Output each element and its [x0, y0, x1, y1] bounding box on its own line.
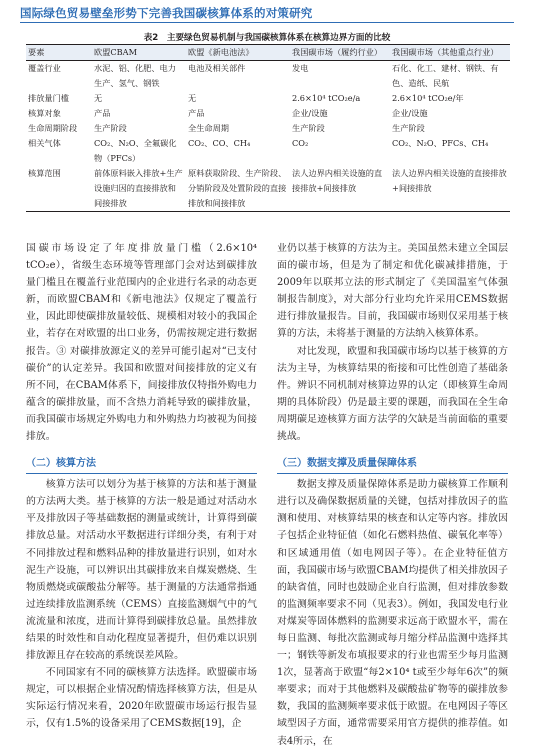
header-rule — [20, 22, 514, 23]
table-cell: 无 — [188, 93, 197, 103]
body-paragraph: 核算方法可以划分为基于核算的方法和基于测量的方法两大类。基于核算的方法一般是通过对活动水平及排放因子等基础数据的测量或统计，计算得到碳排放总量。对活动水平数据进行详细分类，有利于对不同排放过程和燃料品种的排放量进行识别，如对水泥生产设施，可以辨识出其碳排放来自煤炭燃烧、生物质燃烧或碳酸盐分解等。基于测量的方法通常指通过连续排放监测系统（CEMS）直接监测烟气中的气流流量和浓度，进而计算得到碳排放总量。虽然排放结果的时效性和自动化程度显著提升，但仍难以识别排放源且存在较高的系统误差风险。 — [26, 479, 257, 662]
table-cell: 2.6×10⁴ tCO₂e/a — [292, 93, 361, 103]
table-row — [26, 61, 510, 92]
table-cell: CO₂、CO、CH₄ — [188, 138, 251, 148]
table-cell: 产品 — [188, 108, 205, 118]
table-row — [26, 166, 510, 212]
running-title: 国际绿色贸易壁垒形势下完善我国碳核算体系的对策研究 — [20, 6, 313, 20]
table-header-cell: 我国碳市场（其他重点行业） — [390, 45, 510, 61]
body-paragraph: 国碳市场设定了年度排放量门槛（2.6×10⁴ tCO₂e），省级生态环境等管理部门会对达到碳排放量门槛且在覆盖行业范围内的企业进行名录的动态更新，而欧盟CBAM和《新电池法》仅规定了覆盖行业，因此即使碳排放量较低、规模相对较小的我国企业，若存在对欧盟的出口业务，仍需按规定进行数据报告。③ 对碳排放源定义的差异可能引起对“已支付碳价”的认定差异。我国和欧盟对间接排放的定义有所不同，在CBAM体系下，间接排放仅特指外购电力蕴含的碳排放量，而不含热力消耗导致的碳排放量，而我国碳市场规定外购电力和外购热力均被视为间接排放。 — [26, 243, 257, 443]
table-header-cell: 要素 — [26, 45, 92, 61]
section-heading: （二）核算方法 — [26, 455, 257, 474]
table-cell: 企业/设施 — [292, 108, 328, 118]
table-cell: 原料获取阶段、生产阶段、分销阶段及处置阶段的直接排放和间接排放 — [188, 168, 287, 208]
table-cell: 排放量门槛 — [28, 93, 69, 103]
table-cell: 核算对象 — [28, 108, 61, 118]
table-cell: CO₂、N₂O、PFCs、CH₄ — [392, 138, 489, 148]
table-cell: 法人边界内相关设施的直接排放+间接排放 — [292, 168, 383, 193]
table-row — [26, 106, 510, 121]
table-row — [26, 91, 510, 106]
table-cell: 石化、化工、建材、钢铁、有色、造纸、民航 — [392, 63, 499, 88]
section-heading: （三）数据支撑及质量保障体系 — [277, 455, 508, 474]
table-cell: 全生命周期 — [188, 123, 229, 133]
table-cell: CO₂、N₂O、全氟碳化物（PFCs） — [94, 138, 177, 163]
table-cell: CO₂ — [292, 138, 309, 148]
table-cell: 法人边界内相关设施的直接排放+间接排放 — [392, 168, 507, 193]
table-cell: 电池及相关部件 — [188, 63, 246, 73]
article-body — [26, 240, 508, 750]
table-header-row — [26, 45, 510, 61]
table-cell: 生命周期阶段 — [28, 123, 78, 133]
table-row — [26, 121, 510, 136]
comparison-table — [26, 44, 510, 212]
table-caption: 表2 主要绿色贸易机制与我国碳核算体系在核算边界方面的比较 — [143, 33, 391, 43]
table-header-cell: 我国碳市场（履约行业） — [290, 45, 390, 61]
body-paragraph: 对比发现，欧盟和我国碳市场均以基于核算的方法为主导，为核算结果的衔接和可比性创造了基础条件。辨识不同机制对核算边界的认定（即核算生命周期的具体阶段）仍是最主要的课题，而我国在全生命周期碳足迹核算方面方法学的欠缺是当前面临的重要挑战。 — [277, 345, 508, 443]
table-cell: 相关气体 — [28, 138, 61, 148]
table-cell: 发电 — [292, 63, 309, 73]
table-header-cell: 欧盟CBAM — [92, 45, 186, 61]
table-cell: 水泥、铝、化肥、电力生产、氢气、钢铁 — [94, 63, 176, 88]
table-row — [26, 136, 510, 166]
table-cell: 生产阶段 — [292, 123, 325, 133]
table-cell: 生产阶段 — [94, 123, 127, 133]
table-cell: 产品 — [94, 108, 111, 118]
table-cell: 2.6×10⁴ tCO₂e/年 — [392, 93, 464, 103]
table-cell: 核算范围 — [28, 168, 61, 178]
body-paragraph: 业仍以基于核算的方法为主。美国虽然未建立全国层面的碳市场，但是为了制定和优化碳减排措施，于2009年以联邦立法的形式制定了《美国温室气体强制报告制度》，对大部分行业均允许采用CEMS数据进行排放量报告。目前，我国碳市场则仅采用基于核算的方法，未将基于测量的方法纳入核算体系。 — [277, 243, 508, 340]
body-paragraph: 数据支撑及质量保障体系是助力碳核算工作顺利进行以及确保数据质量的关键，包括对排放因子的监测和使用、对核算结果的核查和认定等内容。排放因子包括企业特征值（如化石燃料热值、碳氧化率等）和区域通用值（如电网因子等）。在企业特征值方面，我国碳市场与欧盟CBAM均提供了相关排放因子的缺省值，同时也鼓励企业自行监测，但对排放参数的监测频率要求不同（见表3）。例如，我国发电行业对煤炭等固体燃料的监测要求远高于欧盟水平，需在每日监测、每批次监测或每月缩分样品监测中选择其一；钢铁等新发布填报要求的行业也需至少每月监测1次，显著高于欧盟“每2×10⁴ t或至少每年6次”的频率要求；而对于其他燃料及碳酸盐矿物等的碳排放参数，我国的监测频率要求低于欧盟。在电网因子等区域型因子方面，通常需要采用官方提供的推荐值。如表4所示，在 — [277, 479, 508, 747]
table-cell: 无 — [94, 93, 103, 103]
table-cell: 前体原料嵌入排放+生产设施归因的直接排放和间接排放 — [94, 168, 183, 208]
table-cell: 企业/设施 — [392, 108, 428, 118]
table-header-cell: 欧盟《新电池法》 — [186, 45, 290, 61]
table-cell: 生产阶段 — [392, 123, 425, 133]
table-cell: 覆盖行业 — [28, 63, 61, 73]
body-paragraph: 不同国家有不同的碳核算方法选择。欧盟碳市场规定，可以根据企业情况酌情选择核算方法，但是从实际运行情况来看，2020年欧盟碳市场运行报告显示，仅有1.5%的设备采用了CEMS数据[19]，企 — [26, 667, 257, 730]
